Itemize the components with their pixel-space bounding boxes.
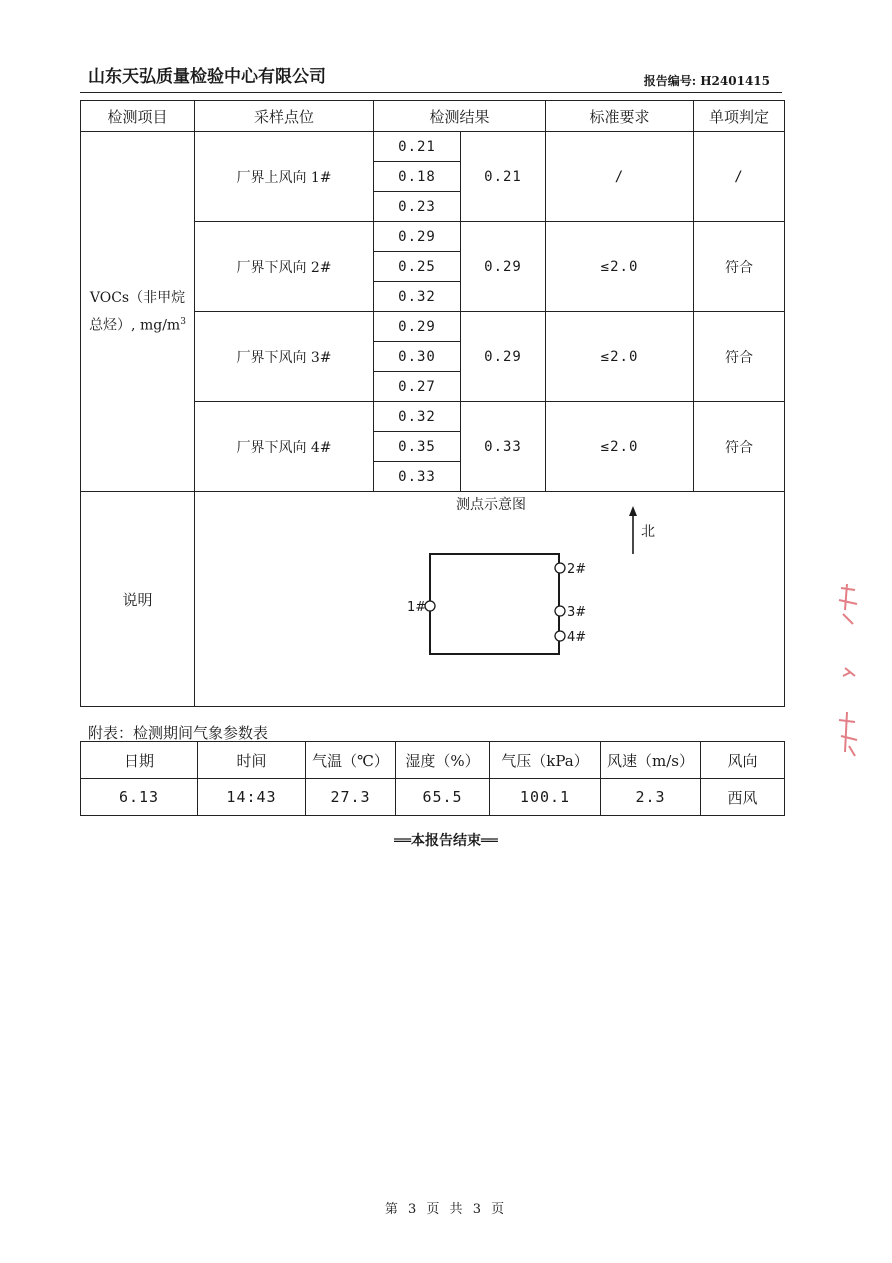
weather-header-date: 日期 [81,742,198,779]
measured-value: 0.27 [374,372,461,402]
weather-header-temperature: 气温（℃） [306,742,396,779]
weather-header-humidity: 湿度（%） [396,742,490,779]
weather-header-time: 时间 [198,742,306,779]
point-marker-icon [555,631,565,641]
weather-humidity: 65.5 [396,779,490,816]
judgment-value: / [694,132,785,222]
north-label: 北 [641,524,655,540]
sampling-point-diagram [195,492,783,706]
result-value: 0.29 [461,312,546,402]
measured-value: 0.32 [374,402,461,432]
report-number-value: H2401415 [700,74,770,88]
weather-table [80,741,785,816]
measured-value: 0.33 [374,462,461,492]
header-point: 采样点位 [195,101,374,132]
result-value: 0.21 [461,132,546,222]
point-marker-icon [425,601,435,611]
measured-value: 0.32 [374,282,461,312]
measured-value: 0.30 [374,342,461,372]
header-divider [80,92,782,93]
header-judgment: 单项判定 [694,101,785,132]
test-item-line1: VOCs（非甲烷 [89,289,186,306]
standard-value: ≤2.0 [546,402,694,492]
weather-wind-direction: 西风 [701,779,785,816]
point-label: 3# [567,605,587,620]
point-marker-icon [555,606,565,616]
judgment-value: 符合 [694,312,785,402]
point-label: 1# [407,600,427,615]
north-arrow-icon [629,506,637,554]
site-boundary [430,554,559,654]
weather-header-wind-direction: 风向 [701,742,785,779]
standard-value: / [546,132,694,222]
header-result: 检测结果 [374,101,546,132]
weather-time: 14:43 [198,779,306,816]
point-marker-icon [555,563,565,573]
weather-pressure: 100.1 [490,779,601,816]
weather-table-label: 附表：检测期间气象参数表 [88,724,269,742]
result-value: 0.29 [461,222,546,312]
sampling-point: 厂界上风向 1# [195,132,374,222]
header-standard: 标准要求 [546,101,694,132]
report-end-mark: ══本报告结束══ [394,833,498,849]
weather-header-row [81,742,785,779]
measured-value: 0.29 [374,222,461,252]
sampling-point: 厂界下风向 4# [195,402,374,492]
standard-value: ≤2.0 [546,312,694,402]
judgment-value: 符合 [694,222,785,312]
point-label: 2# [567,562,587,577]
measured-value: 0.23 [374,192,461,222]
seal-stamp-fragment [833,580,863,760]
weather-temperature: 27.3 [306,779,396,816]
result-value: 0.33 [461,402,546,492]
measured-value: 0.35 [374,432,461,462]
report-number [640,72,770,89]
company-name: 山东天弘质量检验中心有限公司 [88,67,326,87]
sampling-point: 厂界下风向 3# [195,312,374,402]
weather-header-wind-speed: 风速（m/s） [601,742,701,779]
measured-value: 0.25 [374,252,461,282]
test-item-line2 [81,310,194,338]
report-number-label: 报告编号: [643,74,697,88]
page-footer: 第 3 页 共 3 页 [384,1202,508,1217]
results-table [80,100,785,707]
measured-value: 0.21 [374,132,461,162]
note-row [81,492,785,707]
weather-wind-speed: 2.3 [601,779,701,816]
sampling-point: 厂界下风向 2# [195,222,374,312]
diagram-cell [195,492,785,707]
test-item [81,132,195,492]
test-item-unit: 总烃）, mg/m [89,317,181,334]
judgment-value: 符合 [694,402,785,492]
diagram-title: 测点示意图 [456,497,526,513]
header-item: 检测项目 [81,101,195,132]
standard-value: ≤2.0 [546,222,694,312]
note-label: 说明 [81,492,195,707]
test-item-unit-superscript: 3 [180,316,186,327]
point-label: 4# [567,630,587,645]
table-header-row [81,101,785,132]
weather-header-pressure: 气压（kPa） [490,742,601,779]
measured-value: 0.18 [374,162,461,192]
weather-value-row [81,779,785,816]
table-row [81,132,785,162]
measured-value: 0.29 [374,312,461,342]
weather-date: 6.13 [81,779,198,816]
